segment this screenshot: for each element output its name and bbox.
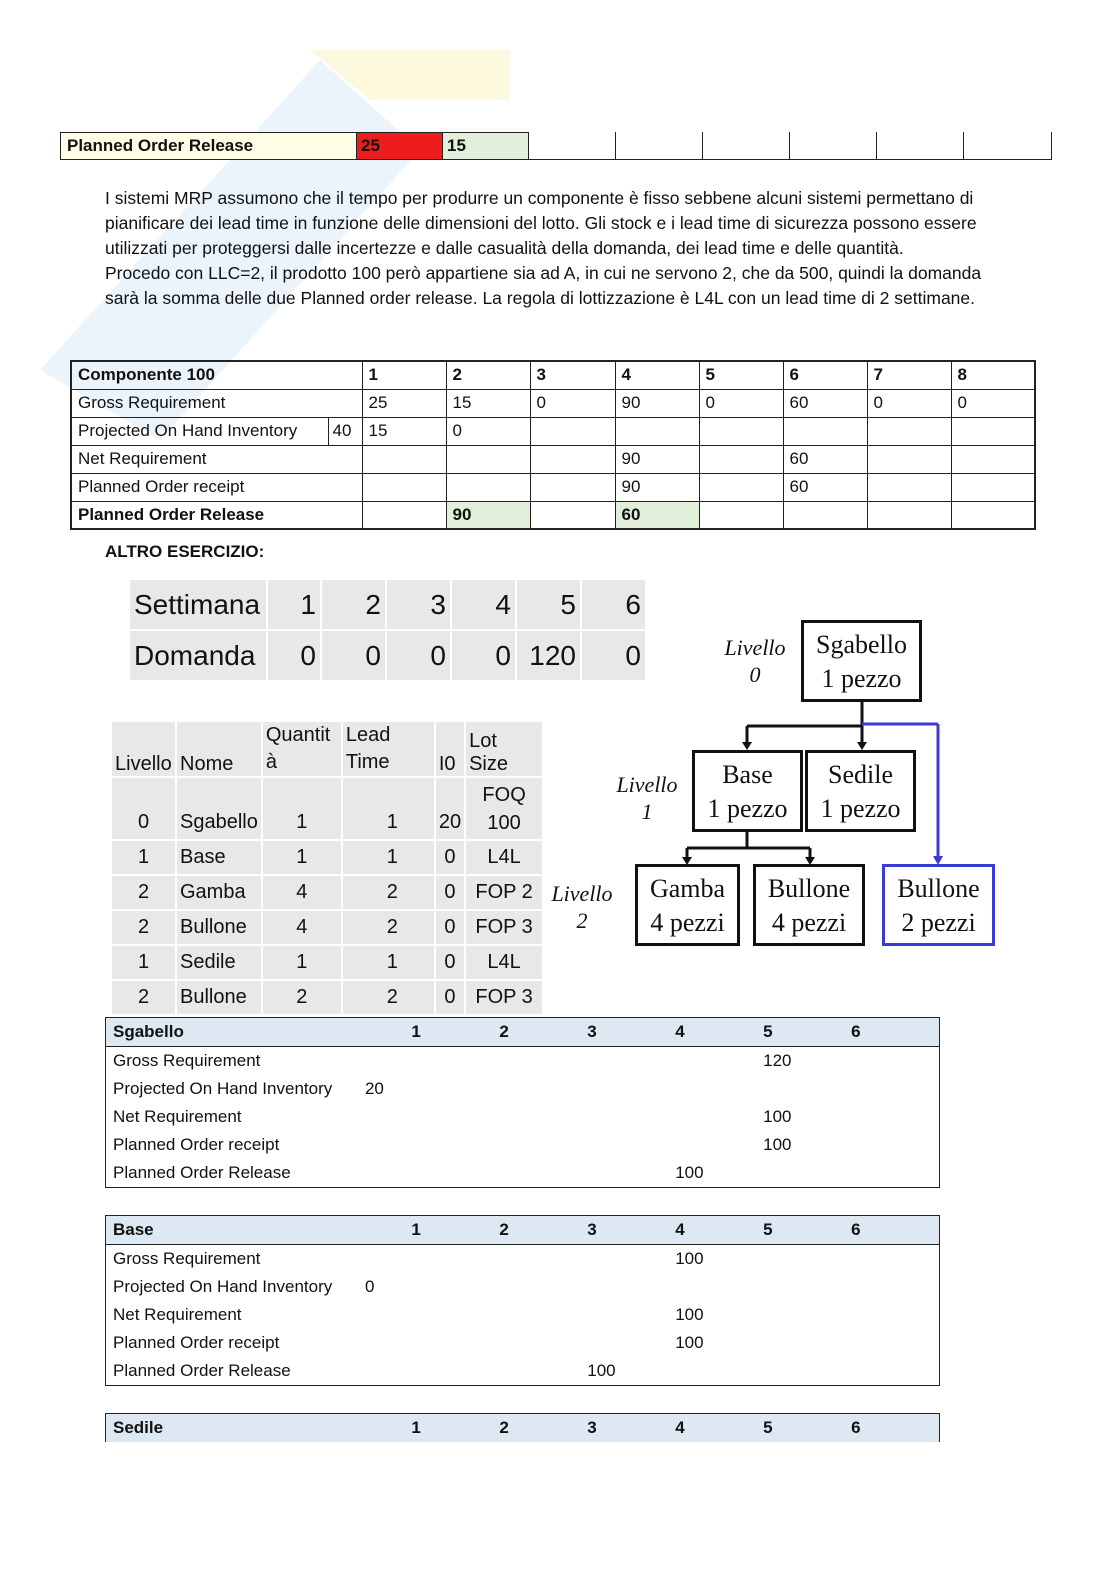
week-header: 4 [615,361,699,389]
cell: 60 [783,389,867,417]
week-header: 1 [411,1418,421,1437]
cell: 1 [263,841,341,874]
cell: 4 [263,911,341,944]
paragraph: I sistemi MRP assumono che il tempo per produrre un componente è fisso sebbene alcuni sistemi permettano di pianificare dei lead time in funzione delle dimensioni del lotto. Gli stock e i lead time di sicurezza possono essere utilizzati per proteggersi dalle incertezze e dalle casualità della domanda, dei lead time e delle quantità. [105,188,977,258]
cell: 4 [263,876,341,909]
cell: L4L [466,946,542,979]
row-label: Net Requirement [71,445,362,473]
sgabello-mrp-table [105,1017,940,1188]
table-row: Planned Order Release 100 [113,1163,704,1182]
cell: 0 [446,417,530,445]
table-row: Net Requirement 100 [113,1107,792,1126]
week-header: 3 [587,1220,597,1239]
week-header: 3 [587,1418,597,1437]
cell: 90 [615,445,699,473]
cell: 1 [112,946,175,979]
cell: Sgabello [177,778,261,839]
cell: 15 [362,417,446,445]
week-header: 5 [699,361,783,389]
initial-inventory: 40 [328,417,362,445]
table-title: Sedile [113,1418,164,1437]
cell: 0 [951,389,1035,417]
section-heading: ALTRO ESERCIZIO: [105,542,265,561]
week-header: 3 [530,361,615,389]
cell: 60 [783,445,867,473]
cell: 0 [436,876,464,909]
cell: 1 [263,946,341,979]
table-row: Projected On Hand Inventory 20 [113,1079,384,1098]
table-header [106,1216,939,1245]
table-row: Gross Requirement 120 [113,1051,792,1070]
cell: 2 [263,981,341,1014]
cell: Bullone [177,911,261,944]
cell: 0 [268,631,320,680]
cell: 2 [322,580,385,629]
cell: 15 [446,389,530,417]
table-title: Base [113,1220,154,1239]
week-header: 5 [763,1418,773,1437]
cell: 90 [615,473,699,501]
cell: 120 [517,631,580,680]
cell: Sedile [177,946,261,979]
cell: FOP 2 [466,876,542,909]
table-header [106,1414,939,1442]
paragraph: Procedo con LLC=2, il prodotto 100 però appartiene sia ad A, in cui ne servono 2, che da 500, quindi la domanda sarà la somma delle due Planned order release. La regola di lottizzazione è L4L con un lead time di 2 settimane. [105,263,982,308]
table-row: Planned Order Release 100 [113,1361,616,1380]
week-header: 1 [411,1022,421,1041]
week-header: 8 [951,361,1035,389]
cell: FOP 3 [466,981,542,1014]
cell: 1 [343,946,434,979]
cell: 1 [112,841,175,874]
strip-label: Planned Order Release [61,132,357,159]
cell: Bullone [177,981,261,1014]
week-header: 5 [763,1220,773,1239]
cell: 0 [112,778,175,839]
tree-node-base: Base 1 pezzo [692,750,803,832]
tree-node-sgabello: Sgabello 1 pezzo [801,620,922,702]
week-header: 1 [362,361,446,389]
base-mrp-table [105,1215,940,1386]
level-label: Livello 0 [724,635,786,687]
week-header: 2 [446,361,530,389]
cell: 0 [436,911,464,944]
row-header: Settimana [130,580,266,629]
cell: 60 [783,473,867,501]
cell: 0 [452,631,515,680]
week-header: 2 [499,1418,509,1437]
cell: 0 [322,631,385,680]
cell: 6 [582,580,645,629]
week-header: 4 [675,1220,685,1239]
cell: 2 [112,876,175,909]
cell: 1 [343,841,434,874]
col-header: Livello [112,722,175,776]
col-header: Lead Time [343,722,434,776]
week-header: 7 [867,361,951,389]
cell: FOQ 100 [466,778,542,839]
col-header: Lot Size [466,722,542,776]
cell: FOP 3 [466,911,542,944]
cell: 0 [867,389,951,417]
row-header: Domanda [130,631,266,680]
cell: 0 [436,981,464,1014]
cell: 0 [530,389,615,417]
col-header: Quantit à [263,722,341,776]
strip-cell-2: 15 [443,132,529,159]
week-header: 1 [411,1220,421,1239]
week-header: 6 [783,361,867,389]
cell: 2 [112,911,175,944]
cell: 3 [387,580,450,629]
week-header: 3 [587,1022,597,1041]
table-title: Componente 100 [71,361,362,389]
cell: 4 [452,580,515,629]
tree-node-gamba: Gamba 4 pezzi [635,864,740,946]
col-header: Nome [177,722,261,776]
table-row: Gross Requirement 100 [113,1249,704,1268]
week-header: 6 [851,1022,861,1041]
cell: Gamba [177,876,261,909]
tree-node-sedile: Sedile 1 pezzo [805,750,916,832]
cell: 0 [582,631,645,680]
col-header: I0 [436,722,464,776]
week-header: 2 [499,1220,509,1239]
cell: 0 [436,841,464,874]
cell: 1 [268,580,320,629]
week-header: 4 [675,1418,685,1437]
cell: L4L [466,841,542,874]
week-header: 2 [499,1022,509,1041]
cell: 1 [263,778,341,839]
cell: 0 [699,389,783,417]
row-label: Planned Order Release [71,501,362,529]
cell: 90 [446,501,530,529]
cell: 2 [343,981,434,1014]
sedile-mrp-table [105,1413,940,1442]
cell: 0 [387,631,450,680]
table-header [106,1018,939,1047]
table-row: Net Requirement 100 [113,1305,704,1324]
table-row: Projected On Hand Inventory 0 [113,1277,375,1296]
cell: Base [177,841,261,874]
cell: 2 [112,981,175,1014]
cell: 20 [436,778,464,839]
cell: 25 [362,389,446,417]
cell: 2 [343,911,434,944]
table-row: Planned Order receipt 100 [113,1135,792,1154]
week-header: 4 [675,1022,685,1041]
cell: 2 [343,876,434,909]
table-title: Sgabello [113,1022,184,1041]
cell: 60 [615,501,699,529]
cell: 1 [343,778,434,839]
week-header: 6 [851,1418,861,1437]
cell: 90 [615,389,699,417]
tree-node-bullone-sedile: Bullone 2 pezzi [882,864,995,946]
cell: 5 [517,580,580,629]
level-label: Livello 1 [616,772,678,824]
level-label: Livello 2 [551,881,613,933]
week-header: 5 [763,1022,773,1041]
row-label: Projected On Hand Inventory [71,417,328,445]
strip-cell-1: 25 [357,132,443,159]
cell: 0 [436,946,464,979]
row-label: Planned Order receipt [71,473,362,501]
week-header: 6 [851,1220,861,1239]
tree-node-bullone-base: Bullone 4 pezzi [753,864,865,946]
row-label: Gross Requirement [71,389,362,417]
table-row: Planned Order receipt 100 [113,1333,704,1352]
